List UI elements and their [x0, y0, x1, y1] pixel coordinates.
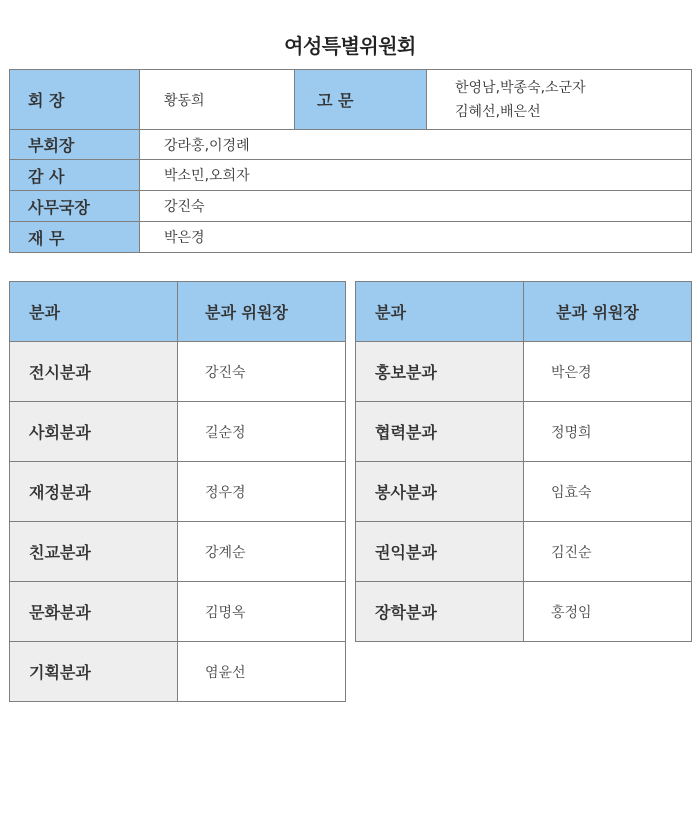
division-name: 재정분과	[10, 462, 178, 522]
division-name: 권익분과	[356, 522, 524, 582]
page-title: 여성특별위원회	[284, 34, 416, 58]
officers-row	[10, 160, 692, 191]
officer-label: 사무국장	[10, 191, 140, 222]
table-row	[356, 582, 692, 642]
division-name: 친교분과	[10, 522, 178, 582]
division-chair-header: 분과 위원장	[178, 282, 346, 342]
division-chair: 강계순	[178, 522, 346, 582]
division-chair: 강진숙	[178, 342, 346, 402]
officer-label: 부회장	[10, 130, 140, 160]
divisions-table-left	[9, 281, 346, 702]
division-chair: 홍정임	[524, 582, 692, 642]
division-name: 봉사분과	[356, 462, 524, 522]
division-chair: 박은경	[524, 342, 692, 402]
advisor-line-1: 한영남,박종숙,소군자	[455, 79, 586, 96]
division-header: 분과	[356, 282, 524, 342]
table-row	[356, 522, 692, 582]
division-chair: 정우경	[178, 462, 346, 522]
division-name: 전시분과	[10, 342, 178, 402]
officer-value: 박은경	[140, 222, 692, 253]
table-row	[10, 642, 346, 702]
advisor-value	[427, 70, 692, 130]
officers-table	[9, 69, 692, 253]
division-name: 사회분과	[10, 402, 178, 462]
divisions-header-row	[10, 282, 346, 342]
table-row	[10, 342, 346, 402]
officer-value: 박소민,오희자	[140, 160, 692, 191]
division-header: 분과	[10, 282, 178, 342]
division-chair-header: 분과 위원장	[524, 282, 692, 342]
division-chair: 임효숙	[524, 462, 692, 522]
officers-row-chair	[10, 70, 692, 130]
table-row	[10, 462, 346, 522]
division-name: 협력분과	[356, 402, 524, 462]
officers-row	[10, 191, 692, 222]
division-name: 장학분과	[356, 582, 524, 642]
chair-value: 황동희	[140, 70, 295, 130]
division-chair: 김진순	[524, 522, 692, 582]
divisions-table-right	[355, 281, 692, 642]
table-row	[10, 522, 346, 582]
table-row	[356, 462, 692, 522]
officer-label: 감 사	[10, 160, 140, 191]
officers-row	[10, 130, 692, 160]
chair-label: 회 장	[10, 70, 140, 130]
division-name: 기획분과	[10, 642, 178, 702]
table-row	[356, 402, 692, 462]
advisor-label: 고 문	[295, 70, 427, 130]
division-name: 문화분과	[10, 582, 178, 642]
division-chair: 김명옥	[178, 582, 346, 642]
advisor-line-2: 김혜선,배은선	[455, 103, 541, 120]
division-chair: 염윤선	[178, 642, 346, 702]
officer-value: 강진숙	[140, 191, 692, 222]
officer-value: 강라홍,이경례	[140, 130, 692, 160]
division-name: 홍보분과	[356, 342, 524, 402]
officer-label: 재 무	[10, 222, 140, 253]
table-row	[10, 402, 346, 462]
table-row	[10, 582, 346, 642]
division-chair: 정명희	[524, 402, 692, 462]
division-chair: 길순정	[178, 402, 346, 462]
divisions-header-row	[356, 282, 692, 342]
officers-row	[10, 222, 692, 253]
table-row	[356, 342, 692, 402]
